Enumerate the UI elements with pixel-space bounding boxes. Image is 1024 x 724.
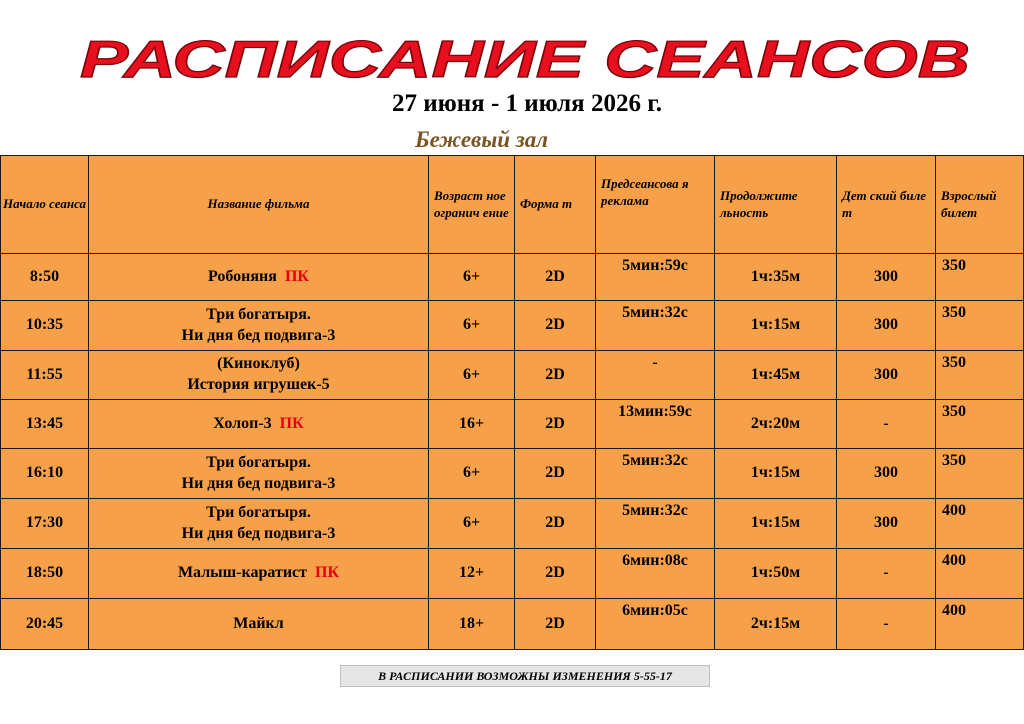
film-title-line2: История игрушек-5 [187,376,330,393]
cell-child: 300 [836,253,936,301]
film-title-line1: Три богатыря. [206,305,311,323]
cell-ads: 5мин:32с [595,448,715,499]
film-title-line2: Ни дня бед подвига-3 [181,524,336,542]
cell-ads: 6мин:05с [595,598,715,650]
cell-format: 2D [514,350,596,400]
cell-format: 2D [514,399,596,449]
title-text: РАСПИСАНИЕ СЕАНСОВ [80,31,970,89]
cell-format: 2D [514,448,596,499]
film-title-line2: Ни дня бед подвига-3 [181,474,336,492]
cell-duration: 1ч:35м [714,253,837,301]
cell-child: - [836,548,936,599]
cell-format: 2D [514,598,596,650]
cell-ads: 6мин:08с [595,548,715,599]
film-title [206,503,311,524]
cell-child: 300 [836,300,936,351]
header-adult-ticket: Взрослый билет [935,155,1024,254]
cell-ads: 5мин:59с [595,253,715,301]
cell-time: 10:35 [0,300,89,351]
cell-adult: 400 [935,598,1024,650]
cell-time: 11:55 [0,350,89,400]
cell-adult: 350 [935,350,1024,400]
cell-age: 6+ [428,350,515,400]
film-title [208,267,309,288]
cell-film [88,399,429,449]
header-child-ticket: Дет ский биле т [836,155,936,254]
cell-ads: 5мин:32с [595,300,715,351]
header-start: Начало сеанса [0,155,89,254]
cell-age: 18+ [428,598,515,650]
cell-adult: 400 [935,548,1024,599]
cell-ads: 5мин:32с [595,498,715,549]
cell-format: 2D [514,548,596,599]
cell-age: 6+ [428,300,515,351]
cell-film [88,498,429,549]
film-title-line1: Три богатыря. [206,503,311,521]
cell-time: 8:50 [0,253,89,301]
cell-time: 17:30 [0,498,89,549]
header-film: Название фильма [88,155,429,254]
film-title-line1: Холоп-3 [213,414,272,432]
film-title [233,614,284,635]
cell-age: 6+ [428,448,515,499]
cell-film [88,350,429,400]
cell-child: - [836,598,936,650]
header-ads: Предсеансова я реклама [595,155,715,254]
film-title-line1: Малыш-каратист [177,564,307,582]
film-title-line1: Робоняня [208,267,277,285]
cell-adult: 350 [935,300,1024,351]
cell-adult: 350 [935,399,1024,449]
date-range: 27 июня - 1 июля 2026 г. [392,90,662,117]
cell-time: 18:50 [0,548,89,599]
cell-format: 2D [514,253,596,301]
cell-adult: 400 [935,498,1024,549]
title-wordart [75,30,975,90]
cell-child: 300 [836,448,936,499]
cell-format: 2D [514,300,596,351]
cell-duration: 1ч:15м [714,498,837,549]
film-title [217,354,300,375]
cell-duration: 1ч:45м [714,350,837,400]
cell-time: 13:45 [0,399,89,449]
film-title [178,563,339,584]
cell-age: 16+ [428,399,515,449]
film-title [206,453,311,474]
schedule-note: В РАСПИСАНИИ ВОЗМОЖНЫ ИЗМЕНЕНИЯ 5-55-17 [340,665,710,687]
cell-duration: 2ч:15м [714,598,837,650]
cell-time: 16:10 [0,448,89,499]
cell-film [88,300,429,351]
header-format: Форма т [514,155,596,254]
cell-child: 300 [836,350,936,400]
hall-name: Бежевый зал [415,127,549,152]
cell-duration: 1ч:15м [714,300,837,351]
cell-film [88,598,429,650]
film-title-line1: Три богатыря. [206,453,311,471]
cell-child: 300 [836,498,936,549]
header-age: Возраст ное огранич ение [428,155,515,254]
cell-adult: 350 [935,448,1024,499]
film-title-line2: Ни дня бед подвига-3 [181,326,336,344]
cell-duration: 1ч:15м [714,448,837,499]
cell-age: 12+ [428,548,515,599]
film-title [206,305,311,326]
cell-film [88,448,429,499]
cell-child: - [836,399,936,449]
film-title [213,414,303,435]
cell-duration: 1ч:50м [714,548,837,599]
cell-duration: 2ч:20м [714,399,837,449]
cell-time: 20:45 [0,598,89,650]
cell-age: 6+ [428,253,515,301]
film-title-line1: Майкл [233,614,284,632]
cell-format: 2D [514,498,596,549]
cell-adult: 350 [935,253,1024,301]
pk-badge: ПК [279,414,304,432]
cell-age: 6+ [428,498,515,549]
cell-film [88,548,429,599]
pk-badge: ПК [284,267,309,285]
header-duration: Продолжите льность [714,155,837,254]
cell-film [88,253,429,301]
page-title [75,30,975,90]
film-title-line1: (Киноклуб) [217,355,300,373]
cell-ads: 13мин:59с [595,399,715,449]
pk-badge: ПК [315,564,340,582]
cell-ads: - [595,350,715,400]
